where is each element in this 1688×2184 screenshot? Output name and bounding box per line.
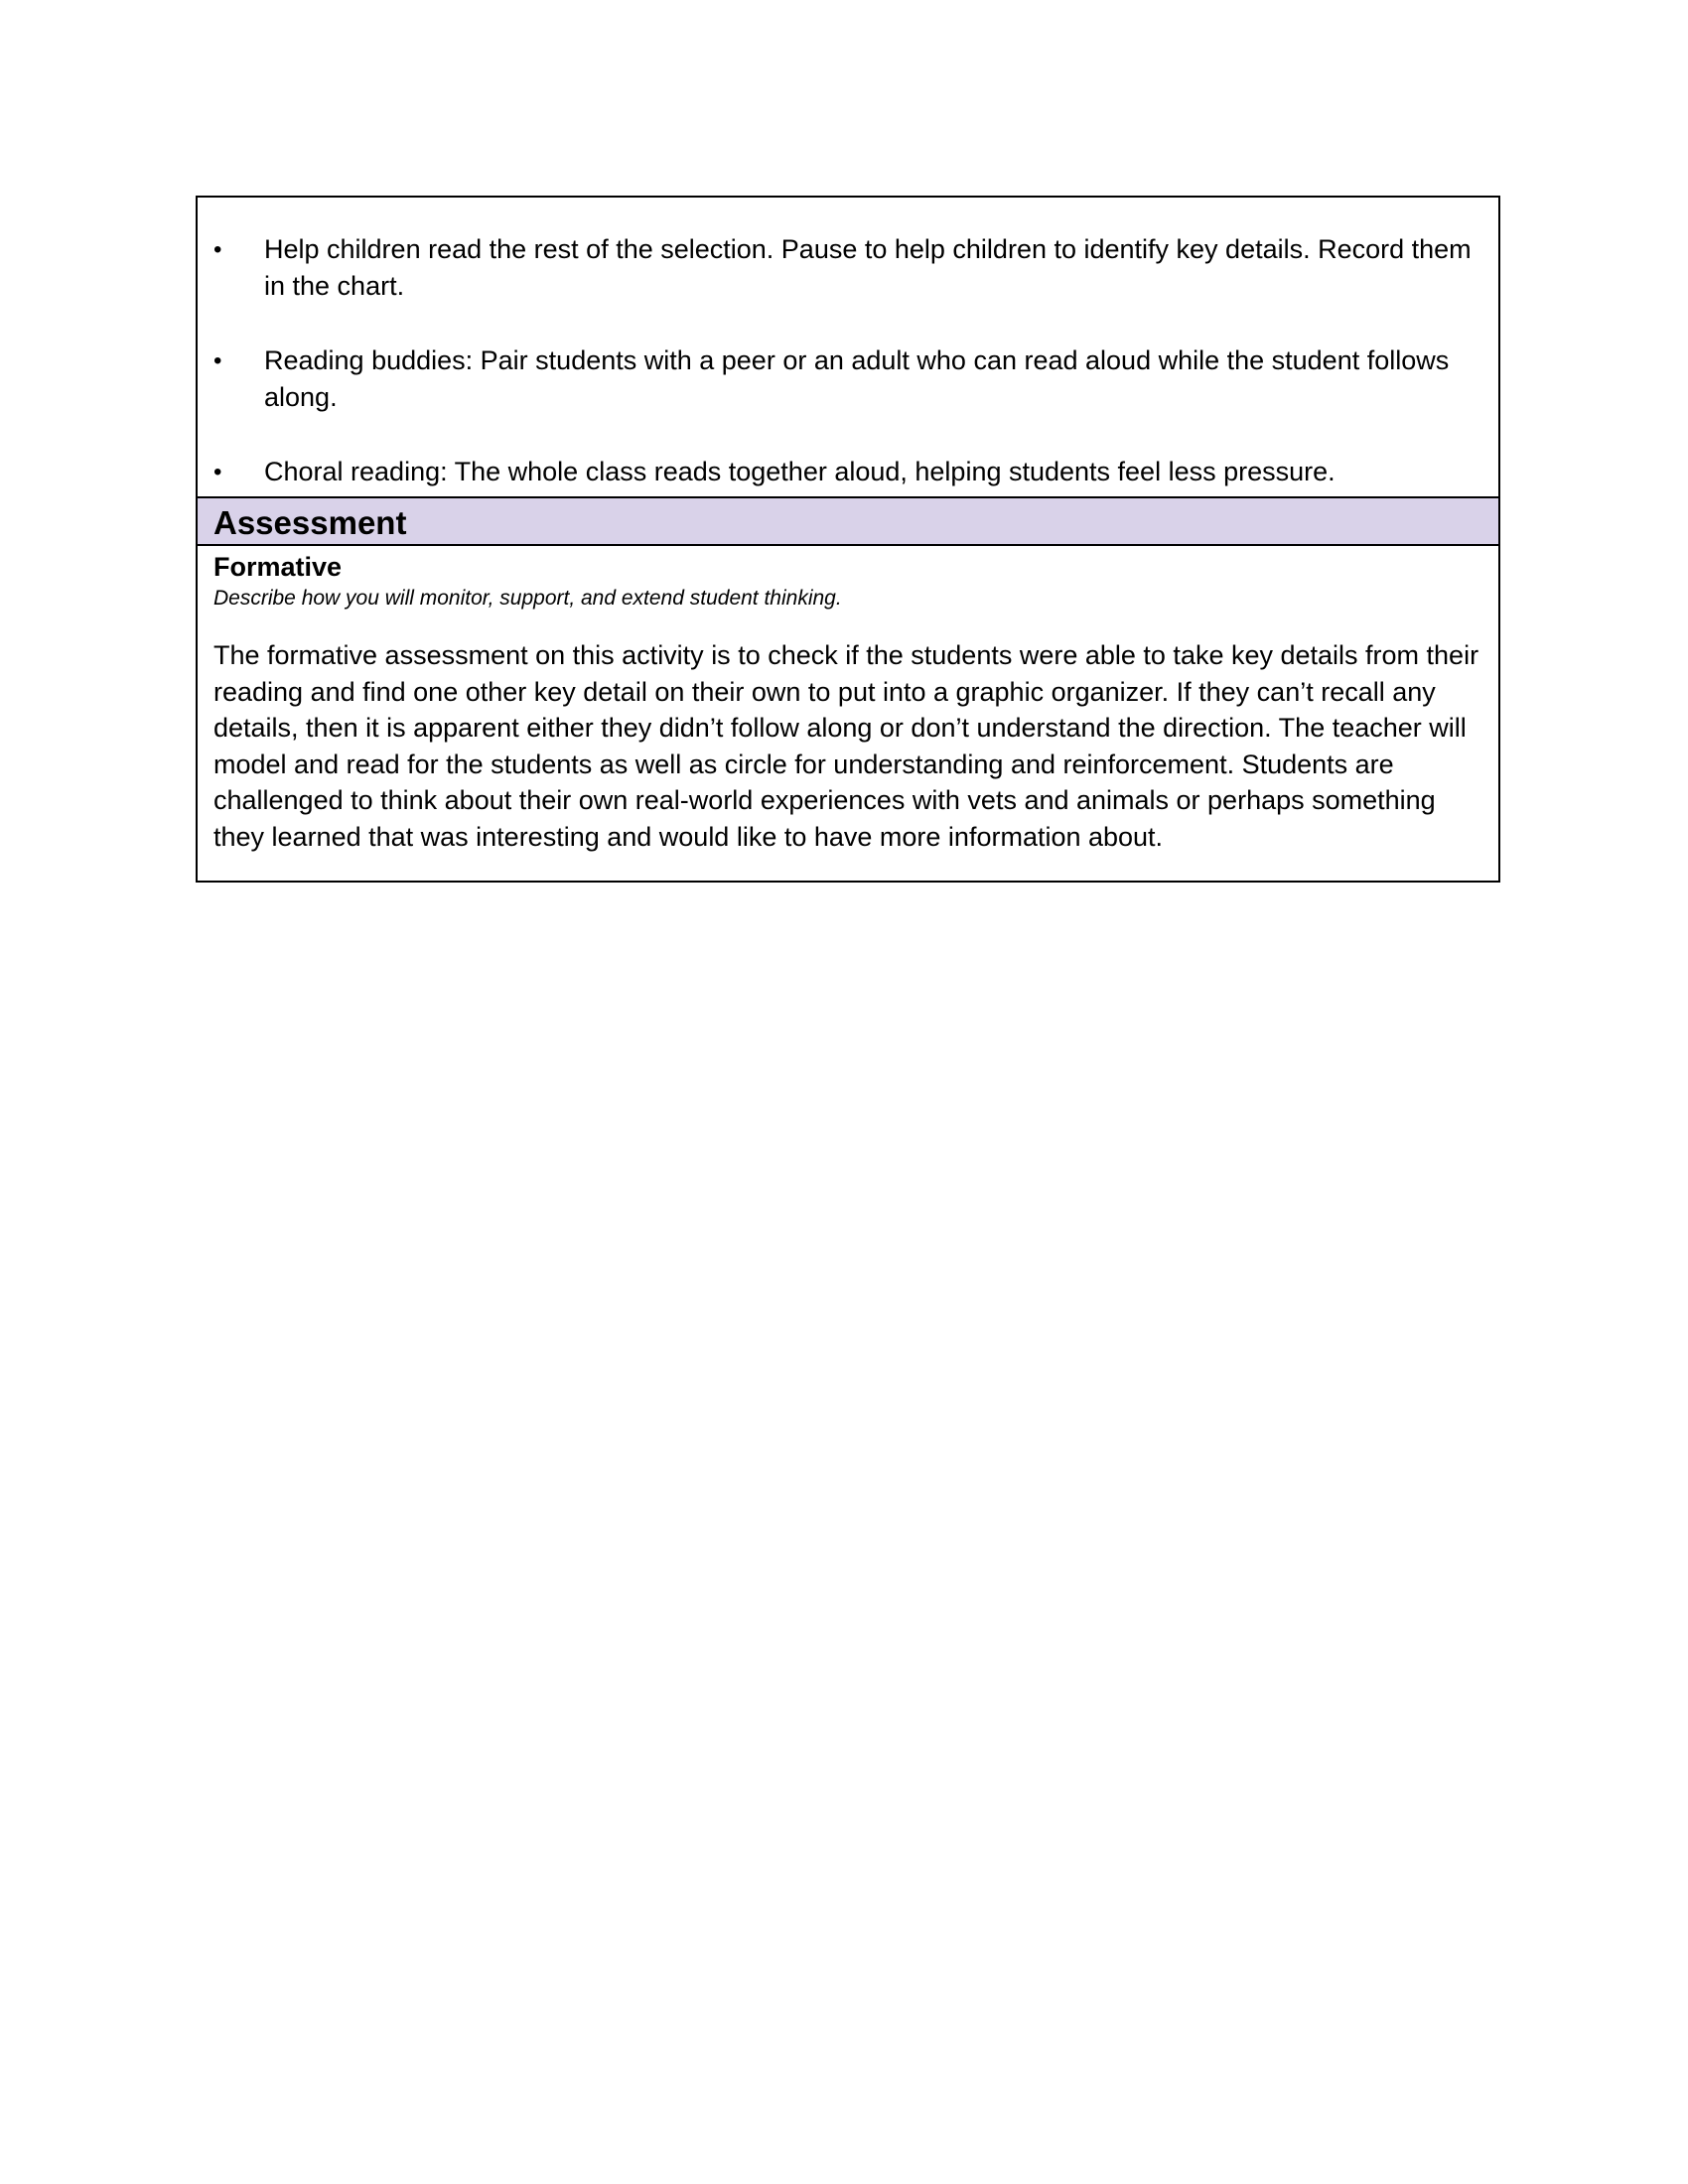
bullet-item (213, 231, 1482, 305)
formative-instruction: Describe how you will monitor, support, and extend student thinking. (213, 587, 842, 610)
lesson-plan-table (196, 196, 1500, 883)
strategies-cell (198, 198, 1498, 496)
bullet-icon: • (213, 347, 222, 374)
bullet-item (213, 454, 1482, 490)
bullet-text: Help children read the rest of the selection. Pause to help children to identify key details. Record them in the chart. (264, 234, 1472, 301)
bullet-icon: • (213, 459, 222, 485)
bullet-icon: • (213, 236, 222, 263)
formative-subheading: Formative (213, 552, 343, 582)
assessment-header: Assessment (198, 496, 1498, 546)
bullet-text: Reading buddies: Pair students with a peer or an adult who can read aloud while the student follows along. (264, 345, 1450, 412)
bullet-item (213, 342, 1482, 416)
assessment-cell (198, 546, 1498, 881)
formative-body-text: The formative assessment on this activity is to check if the students were able to take key details from their reading and find one other key detail on their own to put into a graphic organizer. If they can’t recall any details, then it is apparent either they didn’t follow along or don’t understand the direction. The teacher will model and read for the students as well as circle for understanding and reinforcement. Students are challenged to think about their own real-world experiences with vets and animals or perhaps something they learned that was interesting and would like to have more information about. (213, 640, 1479, 852)
bullet-text: Choral reading: The whole class reads together aloud, helping students feel less pressure. (264, 457, 1336, 486)
